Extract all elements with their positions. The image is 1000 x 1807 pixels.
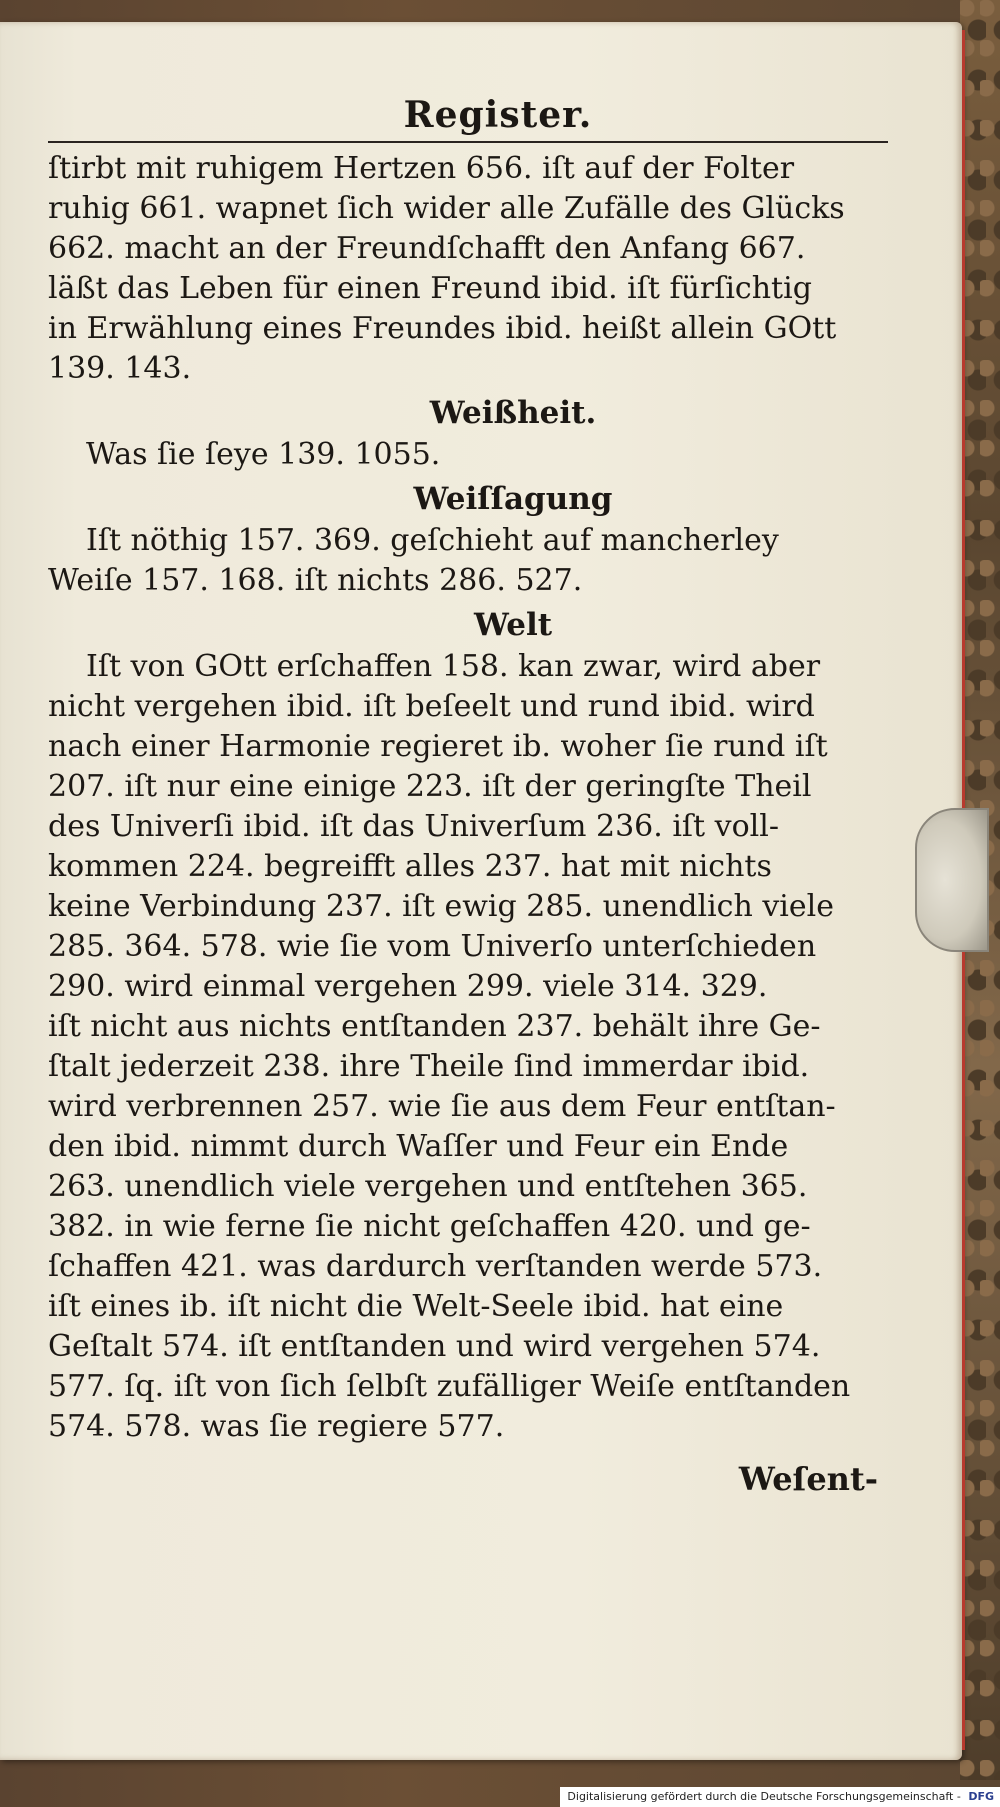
- text-line: Was ſie ſeye 139. 1055.: [86, 437, 441, 472]
- text-line: Iſt nöthig 157. 369. geſchieht auf mancherley: [86, 523, 779, 558]
- running-head: Register.: [403, 94, 593, 136]
- page-text: [48, 95, 888, 1499]
- text-line: iſt eines ib. iſt nicht die Welt-Seele ibid. hat eine: [48, 1289, 784, 1324]
- entry-heading-weissagung: Weiſſagung: [413, 481, 613, 517]
- text-line: läßt das Leben für einen Freund ibid. iſt fürſichtig: [48, 271, 812, 306]
- entry-weissagung: [48, 521, 888, 601]
- text-line: nach einer Harmonie regieret ib. woher ſie rund iſt: [48, 729, 828, 764]
- text-line: 285. 364. 578. wie ſie vom Univerſo unterſchieden: [48, 929, 817, 964]
- catchword: Weſent-: [738, 1460, 878, 1498]
- text-line: 139. 143.: [48, 351, 192, 386]
- text-line: 382. in wie ferne ſie nicht geſchaffen 420. und ge-: [48, 1209, 811, 1244]
- text-line: 263. unendlich viele vergehen und entſtehen 365.: [48, 1169, 808, 1204]
- text-line: 207. iſt nur eine einige 223. iſt der geringſte Theil: [48, 769, 812, 804]
- footer-credit: Digitalisierung gefördert durch die Deutsche Forschungsgemeinschaft -: [567, 1790, 961, 1803]
- digitization-footer: [560, 1787, 1000, 1807]
- entry-heading-weissheit: Weißheit.: [429, 395, 597, 431]
- text-line: den ibid. nimmt durch Waſſer und Feur ein Ende: [48, 1129, 789, 1164]
- text-line: 574. 578. was ſie regiere 577.: [48, 1409, 505, 1444]
- text-line: Geſtalt 574. iſt entſtanden und wird vergehen 574.: [48, 1329, 821, 1364]
- text-line: wird verbrennen 257. wie ſie aus dem Feur entſtan-: [48, 1089, 836, 1124]
- text-line: 290. wird einmal vergehen 299. viele 314. 329.: [48, 969, 768, 1004]
- head-rule: [48, 141, 888, 143]
- book-clasp: [915, 808, 989, 952]
- continuation-paragraph: [48, 149, 888, 389]
- text-line: Weiſe 157. 168. iſt nichts 286. 527.: [48, 563, 583, 598]
- text-line: ſchaffen 421. was dardurch verſtanden werde 573.: [48, 1249, 823, 1284]
- entry-heading-welt: Welt: [473, 607, 553, 643]
- text-line: kommen 224. begreifft alles 237. hat mit nichts: [48, 849, 772, 884]
- text-line: in Erwählung eines Freundes ibid. heißt allein GOtt: [48, 311, 837, 346]
- text-line: ſtirbt mit ruhigem Hertzen 656. iſt auf der Folter: [48, 151, 795, 186]
- text-line: ſtalt jederzeit 238. ihre Theile ſind immerdar ibid.: [48, 1049, 810, 1084]
- text-line: des Univerſi ibid. iſt das Univerſum 236. iſt voll-: [48, 809, 779, 844]
- text-line: keine Verbindung 237. iſt ewig 285. unendlich viele: [48, 889, 834, 924]
- text-line: iſt nicht aus nichts entſtanden 237. behält ihre Ge-: [48, 1009, 821, 1044]
- text-line: 662. macht an der Freundſchafft den Anfang 667.: [48, 231, 806, 266]
- text-line: nicht vergehen ibid. iſt beſeelt und rund ibid. wird: [48, 689, 815, 724]
- text-line: Iſt von GOtt erſchaffen 158. kan zwar, wird aber: [86, 649, 821, 684]
- entry-welt: [48, 647, 888, 1447]
- text-line: 577. ſq. iſt von ſich ſelbſt zufälliger Weiſe entſtanden: [48, 1369, 851, 1404]
- text-line: ruhig 661. wapnet ſich wider alle Zufälle des Glücks: [48, 191, 845, 226]
- dfg-logo: DFG: [968, 1790, 994, 1803]
- entry-weissheit: [48, 435, 888, 475]
